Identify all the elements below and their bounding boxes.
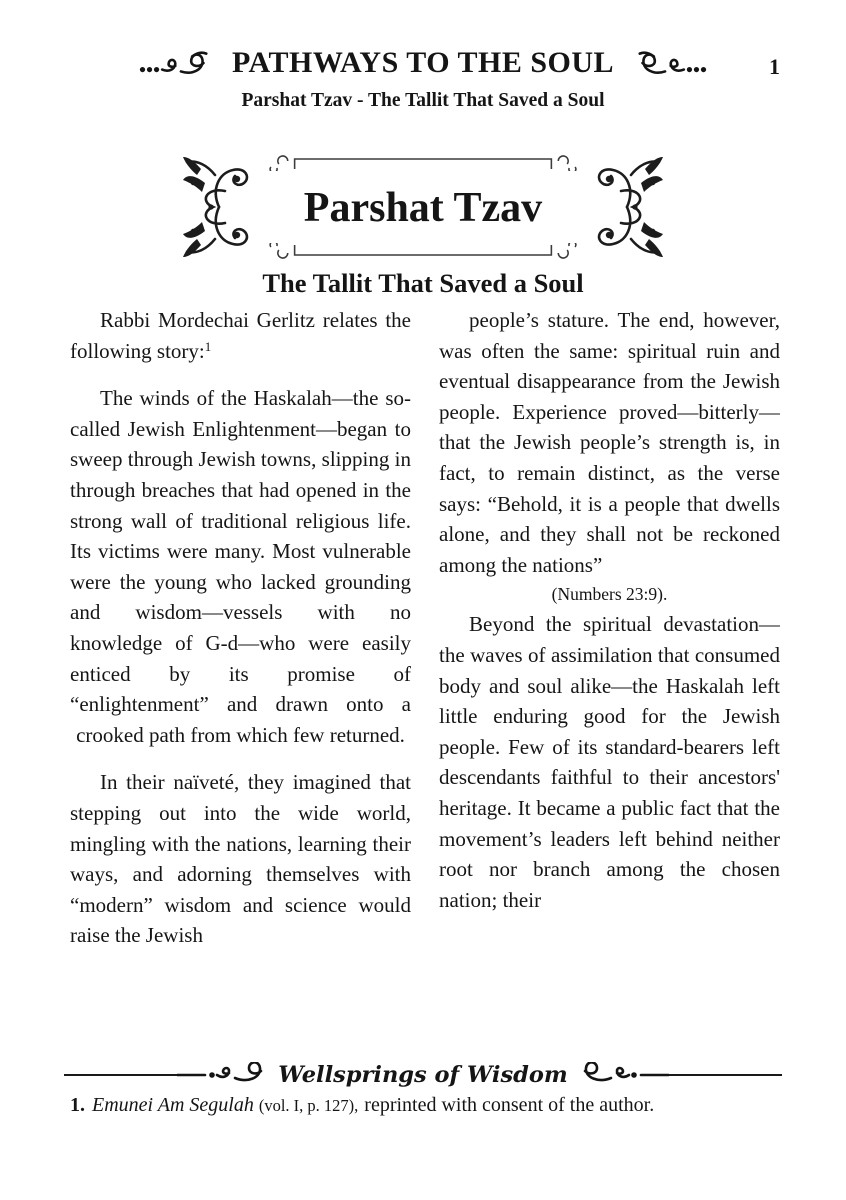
corner-flourish-right-icon (581, 152, 665, 262)
book-title: PATHWAYS TO THE SOUL (231, 46, 615, 79)
parsha-title: Parshat Tzav (303, 184, 543, 231)
running-subtitle: Parshat Tzav - The Tallit That Saved a Soul (241, 90, 605, 111)
paragraph (70, 305, 411, 366)
divider-rule-left (64, 1074, 177, 1076)
footnote-text: reprinted with consent of the author. (364, 1094, 655, 1116)
scroll-flourish-right-icon (622, 48, 710, 78)
paragraph: Beyond the spiritual devastation—the waves of assimilation that consumed body and soul alike—the Haskalah left little enduring good for the Jewish people. Few of its standard-bearers left descendants faithful to their ancestors' heritage. It became a public fact that the movement’s leaders left behind neither root nor branch among the chosen nation; their (439, 612, 780, 912)
frame-rule-top-icon (265, 153, 581, 171)
running-header (0, 46, 846, 80)
paragraph: In their naïveté, they imagined that stepping out into the wide world, mingling with the nations, learning their ways, and adorning themselves with “modern” wisdom and science would raise the Jewish (70, 770, 411, 948)
parsha-title-frame (265, 152, 581, 262)
right-column (439, 305, 780, 1049)
divider-flourish-right-icon (573, 1062, 669, 1088)
series-name: Wellsprings of Wisdom (278, 1062, 568, 1088)
paragraph: people’s stature. The end, however, was often the same: spiritual ruin and eventual disappearance from the Jewish people. Experience proved—bitterly—that the Jewish people’s strength is, in fact, to remain distinct, as the verse says: “Behold, it is a people that dwells alone, and they shall not be reckoned among the nations” (439, 308, 780, 577)
corner-flourish-left-icon (181, 152, 265, 262)
footer-ornament-divider (64, 1062, 782, 1088)
paragraph-text: Rabbi Mordechai Gerlitz relates the following story: (70, 308, 411, 363)
footnote-detail: (vol. I, p. 127), (258, 1096, 359, 1115)
footnote-reference: 1 (204, 338, 212, 354)
section-heading: The Tallit That Saved a Soul (262, 268, 584, 298)
page-number: 1 (769, 54, 780, 79)
scroll-flourish-left-icon (136, 48, 224, 78)
frame-rule-bottom-icon (265, 243, 581, 261)
divider-rule-right (669, 1074, 782, 1076)
left-column (70, 305, 411, 1049)
paragraph: The winds of the Haskalah—the so-called Jewish Enlightenment—began to sweep through Jewish towns, slipping in through breaches that had opened in the strong wall of traditional religious life. Its victims were many. Most vulnerable were the young who lacked grounding and wisdom—vessels with no knowledge of G-d—who were easily enticed by its promise of “enlightenment” and drawn onto a crooked path from which few returned. (70, 386, 411, 747)
verse-citation: (Numbers 23:9). (551, 584, 668, 605)
footnote-marker: 1. (70, 1094, 85, 1116)
article-body (70, 305, 780, 1049)
parsha-title-box (181, 152, 665, 262)
divider-flourish-left-icon (177, 1062, 273, 1088)
footnote (70, 1094, 780, 1117)
footnote-source: Emunei Am Segulah (92, 1094, 254, 1116)
